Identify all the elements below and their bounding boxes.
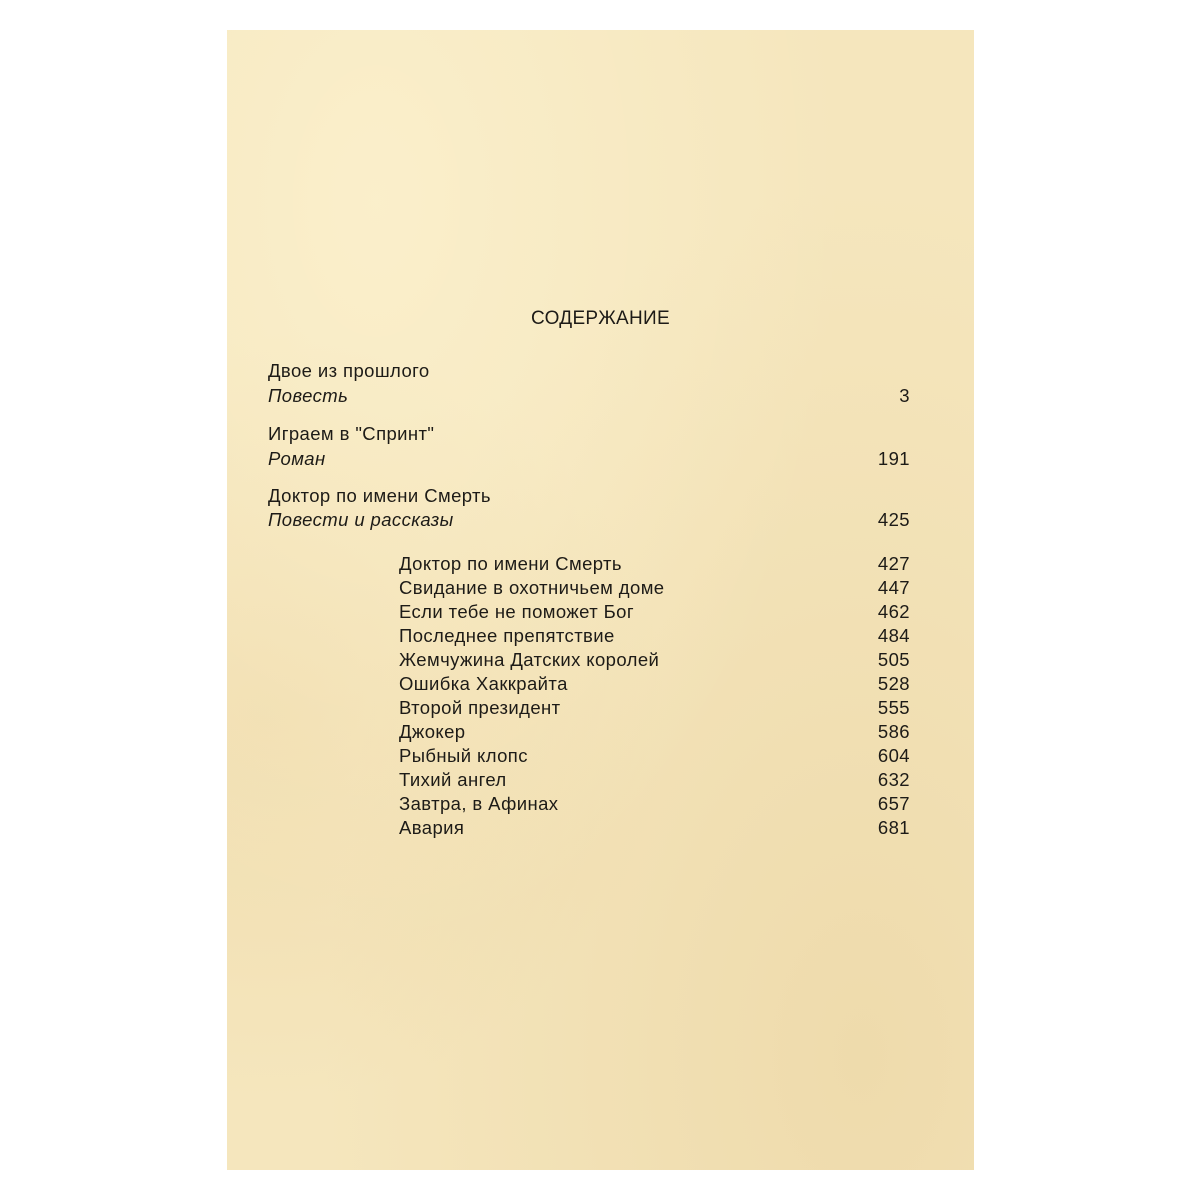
toc-story-title: Если тебе не поможет Бог — [399, 601, 635, 622]
toc-entry-page: 3 — [899, 385, 910, 406]
toc-story-title: Жемчужина Датских королей — [399, 649, 660, 670]
toc-story-title: Тихий ангел — [399, 769, 507, 790]
toc-entry-subtitle: Повесть — [268, 385, 349, 406]
toc-story-page: 604 — [877, 745, 910, 766]
toc-story-page: 528 — [877, 673, 910, 694]
book-page — [227, 30, 974, 1170]
toc-entry-title: Двое из прошлого — [268, 360, 430, 381]
toc-story-page: 505 — [877, 649, 910, 670]
toc-story-title: Авария — [399, 817, 465, 838]
toc-story-title: Последнее препятствие — [399, 625, 615, 646]
toc-entry-page: 425 — [877, 509, 910, 530]
toc-story-title: Джокер — [399, 721, 466, 742]
toc-entry-subtitle: Роман — [268, 448, 326, 469]
toc-heading: СОДЕРЖАНИЕ — [531, 308, 670, 329]
toc-story-page: 657 — [877, 793, 910, 814]
toc-story-page: 681 — [877, 817, 910, 838]
toc-story-page: 462 — [877, 601, 910, 622]
toc-story-page: 555 — [877, 697, 910, 718]
toc-entry-title: Играем в "Спринт" — [268, 423, 435, 444]
toc-story-title: Свидание в охотничьем доме — [399, 577, 665, 598]
toc-story-title: Второй президент — [399, 697, 561, 718]
toc-story-page: 484 — [877, 625, 910, 646]
toc-story-page: 427 — [877, 553, 910, 574]
toc-story-title: Завтра, в Афинах — [399, 793, 559, 814]
toc-story-title: Рыбный клопс — [399, 745, 528, 766]
toc-story-page: 632 — [877, 769, 910, 790]
toc-story-title: Ошибка Хаккрайта — [399, 673, 568, 694]
toc-entry-title: Доктор по имени Смерть — [268, 485, 491, 506]
toc-entry-page: 191 — [877, 448, 910, 469]
toc-story-page: 586 — [877, 721, 910, 742]
toc-story-title: Доктор по имени Смерть — [399, 553, 622, 574]
toc-entry-subtitle: Повести и рассказы — [268, 509, 454, 530]
toc-story-page: 447 — [877, 577, 910, 598]
